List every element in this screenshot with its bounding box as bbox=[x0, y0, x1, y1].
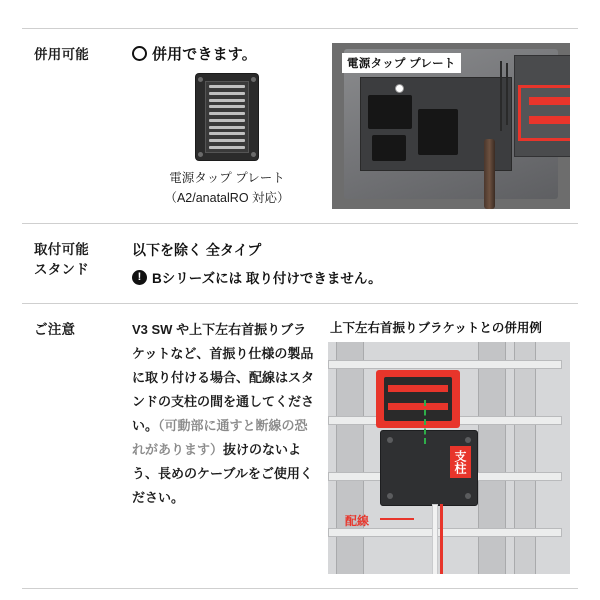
row-body-caution bbox=[126, 304, 578, 588]
stand-post-left bbox=[336, 342, 364, 574]
circle-ok-icon bbox=[132, 46, 147, 61]
plate-caption-line1: 電源タップ プレート bbox=[169, 171, 285, 185]
exclamation-icon: ! bbox=[132, 270, 147, 285]
plate-slat bbox=[209, 112, 245, 115]
plate-dark-body bbox=[384, 377, 452, 421]
label-support-post: 支柱 bbox=[450, 446, 471, 478]
power-tap-plate-illustration bbox=[196, 74, 258, 160]
plate-highlight-slat bbox=[529, 116, 570, 124]
row-label-compatible-stands bbox=[22, 224, 126, 303]
plate-slat bbox=[209, 99, 245, 102]
plate-vent bbox=[388, 403, 448, 410]
av-device bbox=[372, 135, 406, 161]
plate-screw-icon bbox=[251, 77, 256, 82]
row-label-compatibility: 併用可能 bbox=[34, 47, 90, 62]
caution-main-text: V3 SW や上下左右首振りブラケットなど、首振り仕様の製品に取り付ける場合、配線はスタンドの支柱の間を通してください。 bbox=[132, 322, 315, 434]
compatibility-heading bbox=[132, 43, 257, 64]
plate-slat bbox=[209, 92, 245, 95]
plate-highlight-frame bbox=[518, 85, 570, 141]
av-device bbox=[368, 95, 412, 129]
plate-screw-icon bbox=[251, 152, 256, 157]
callout-dot-icon bbox=[396, 85, 403, 92]
plate-screw-icon bbox=[198, 77, 203, 82]
wire bbox=[500, 61, 502, 131]
cable-white bbox=[432, 504, 438, 574]
plate-caption bbox=[164, 168, 289, 208]
plate-slat bbox=[209, 146, 245, 149]
row-body-compatible-stands bbox=[126, 224, 578, 303]
stand-exception-text: Bシリーズには 取り付けできません。 bbox=[152, 271, 382, 286]
av-device bbox=[418, 109, 458, 155]
spec-table bbox=[22, 28, 578, 589]
plate-caption-line2: （A2/anatalRO 対応） bbox=[164, 191, 290, 205]
bracket-usage-photo bbox=[328, 342, 570, 574]
plate-slat bbox=[209, 105, 245, 108]
plate-slat bbox=[209, 132, 245, 135]
table-row-compatibility bbox=[22, 29, 578, 224]
caution-photo-caption: 上下左右首振りブラケットとの併用例 bbox=[330, 321, 542, 335]
power-tap-plate-highlight bbox=[376, 370, 460, 428]
caution-dim-text: （可動部に通すと断線の恐れがあります） bbox=[132, 418, 308, 458]
compatibility-heading-text: 併用できます。 bbox=[152, 46, 257, 63]
plate-slat bbox=[209, 119, 245, 122]
stand-post-right bbox=[478, 342, 506, 574]
cable-bundle bbox=[484, 139, 495, 209]
stand-post-far-right bbox=[514, 342, 536, 574]
table-row-compatible-stands bbox=[22, 224, 578, 304]
wire bbox=[506, 63, 508, 125]
stand-exception-note bbox=[132, 267, 570, 287]
row-label-caution: ご注意 bbox=[34, 322, 76, 337]
wiring-pointer-line bbox=[380, 518, 414, 520]
plate-slat bbox=[209, 126, 245, 129]
bracket-rail bbox=[328, 360, 562, 369]
caution-photo-column bbox=[328, 318, 570, 574]
compatibility-left-column bbox=[132, 43, 322, 209]
label-wiring: 配線 bbox=[345, 514, 370, 528]
plate-slat bbox=[209, 139, 245, 142]
caution-text-block bbox=[132, 318, 318, 574]
plate-vent bbox=[388, 385, 448, 392]
unit-screw-icon bbox=[465, 437, 471, 443]
table-row-caution bbox=[22, 304, 578, 588]
caution-tail-text: 抜けのないよう、長めのケーブルをご使用ください。 bbox=[132, 442, 313, 506]
unit-screw-icon bbox=[387, 437, 393, 443]
unit-screw-icon bbox=[387, 493, 393, 499]
plate-screw-icon bbox=[198, 152, 203, 157]
stand-all-types-text: 以下を除く 全タイプ bbox=[132, 242, 262, 258]
plate-highlight-slat bbox=[529, 97, 570, 105]
cable-red bbox=[440, 504, 443, 574]
photo-tag-power-tap-plate: 電源タップ プレート bbox=[342, 53, 461, 73]
routing-guide-line bbox=[424, 400, 426, 444]
plate-vent-area bbox=[205, 81, 249, 153]
tv-back-photo bbox=[332, 43, 570, 209]
row-body-compatibility bbox=[126, 29, 578, 223]
row-label-line2: スタンド bbox=[34, 262, 90, 278]
row-label-line1: 取付可能 bbox=[34, 242, 90, 257]
unit-screw-icon bbox=[465, 493, 471, 499]
plate-slat bbox=[209, 85, 245, 88]
